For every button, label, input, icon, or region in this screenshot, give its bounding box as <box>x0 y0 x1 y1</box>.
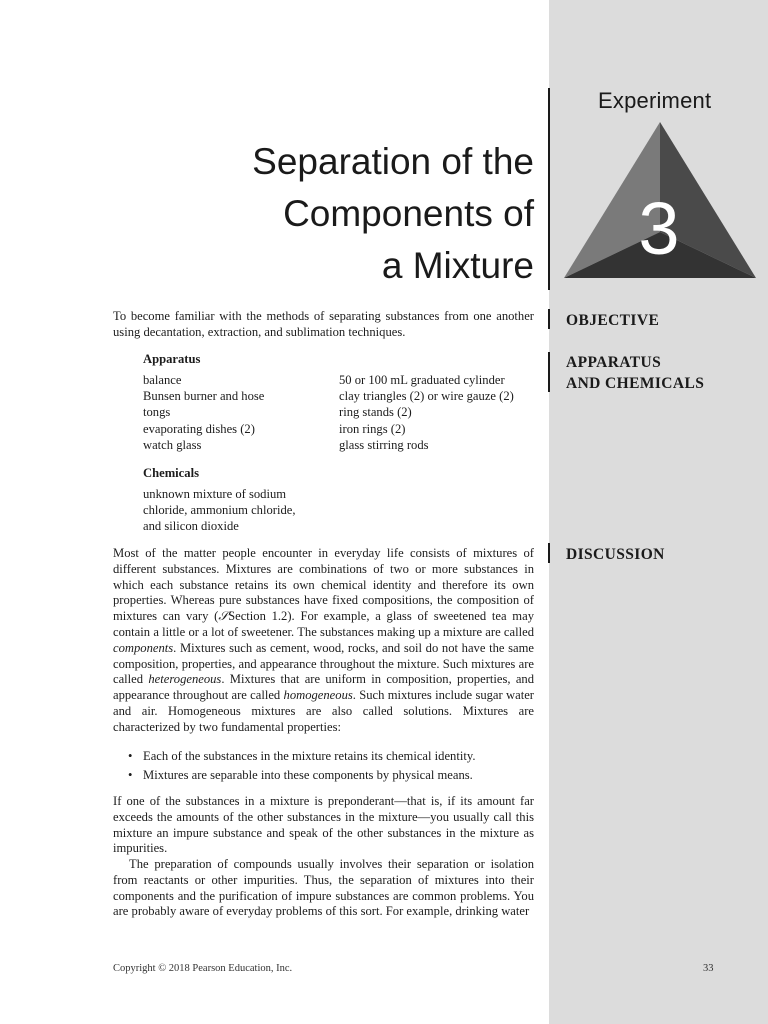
text-run: . Such mixtures include sugar water and air. Homogeneous mixtures are also called solutions. Mixtures are characterized by two fundamental properties: <box>113 688 534 734</box>
copyright: Copyright © 2018 Pearson Education, Inc. <box>113 963 293 974</box>
list-item: 50 or 100 mL graduated cylinder <box>339 373 505 387</box>
list-item: chloride, ammonium chloride, <box>143 503 296 518</box>
list-item: tongs <box>143 405 171 420</box>
apparatus-list-right <box>339 372 514 453</box>
page-number: 33 <box>703 963 714 974</box>
bullet-item: • Each of the substances in the mixture retains its chemical identity. <box>128 747 475 766</box>
list-item: clay triangles (2) or wire gauze (2) <box>339 389 514 404</box>
discussion-paragraph-1 <box>113 546 534 736</box>
title-line: a Mixture <box>381 245 534 286</box>
objective-heading: OBJECTIVE <box>566 312 660 329</box>
apparatus-heading <box>566 352 704 394</box>
objective-rule <box>548 309 550 329</box>
discussion-rule <box>548 543 550 563</box>
list-item: Bunsen burner and hose <box>143 389 265 404</box>
bullet-item: • Mixtures are separable into these components by physical means. <box>128 766 475 785</box>
text-run: . Mixtures that are uniform in composition, properties, and appearance throughout are called <box>113 672 534 703</box>
apparatus-list-left <box>143 372 264 453</box>
text-run: . Mixtures such as cement, wood, rocks, and soil do not have the same composition, properties, and appearance throughout the mixture. Such mixtures are called <box>113 640 534 687</box>
list-item: evaporating dishes (2) <box>143 421 255 436</box>
apparatus-heading-line: APPARATUS <box>566 354 662 371</box>
experiment-number-triangle-icon <box>562 120 758 280</box>
term-components: components <box>113 640 174 655</box>
list-item: balance <box>143 373 182 387</box>
text-run: Most of the matter people encounter in everyday life consists of mixtures of different substances. Mixtures are combinations of two or more substances in which each substance retains its own chemical identity and therefore its own properties. Whereas pure substances have fixed compositions, the composition of mixtures can vary ( <box>113 546 534 624</box>
title-line: Components of <box>283 193 534 234</box>
section-reference-icon: 𝒮 <box>218 609 229 624</box>
apparatus-rule <box>548 352 550 392</box>
title-line: Separation of the <box>252 141 534 182</box>
discussion-paragraph-2: If one of the substances in a mixture is preponderant—that is, if its amount far exceeds the amounts of the other substances in the mixture—you usually call this mixture an impure substance and speak of the other substances in the mixture as impurities. <box>113 794 534 856</box>
list-item: glass stirring rods <box>339 437 429 452</box>
title-rule <box>548 88 550 290</box>
discussion-heading: DISCUSSION <box>566 546 665 563</box>
discussion-paragraph-3: The preparation of compounds usually involves their separation or isolation from reactants or other impurities. Thus, the separation of mixtures into their components and the purification of impure substances are common problems. You are probably aware of everyday problems of this sort. For example, drinking water <box>113 857 534 919</box>
apparatus-subheading: Apparatus <box>143 352 201 366</box>
list-item: watch glass <box>143 437 202 452</box>
term-homogeneous: homogeneous <box>283 688 353 703</box>
experiment-number: 3 <box>638 187 680 270</box>
experiment-label: Experiment <box>598 88 712 113</box>
chemicals-subheading: Chemicals <box>143 466 199 480</box>
text-run: ). For example, a glass of sweetened tea may contain a little or a lot of sweetener. The substances making up a mixture are called <box>113 609 534 639</box>
term-heterogeneous: heterogeneous <box>148 672 222 687</box>
chemicals-list <box>143 486 295 535</box>
list-item: and silicon dioxide <box>143 519 239 534</box>
page-title <box>252 136 534 292</box>
bullet-list <box>128 747 475 784</box>
list-item: unknown mixture of sodium <box>143 487 287 501</box>
objective-text: To become familiar with the methods of separating substances from one another using decantation, extraction, and sublimation techniques. <box>113 309 534 339</box>
section-reference: Section 1.2 <box>228 609 288 624</box>
apparatus-heading-line: AND CHEMICALS <box>566 375 705 392</box>
list-item: iron rings (2) <box>339 421 406 436</box>
list-item: ring stands (2) <box>339 405 412 420</box>
